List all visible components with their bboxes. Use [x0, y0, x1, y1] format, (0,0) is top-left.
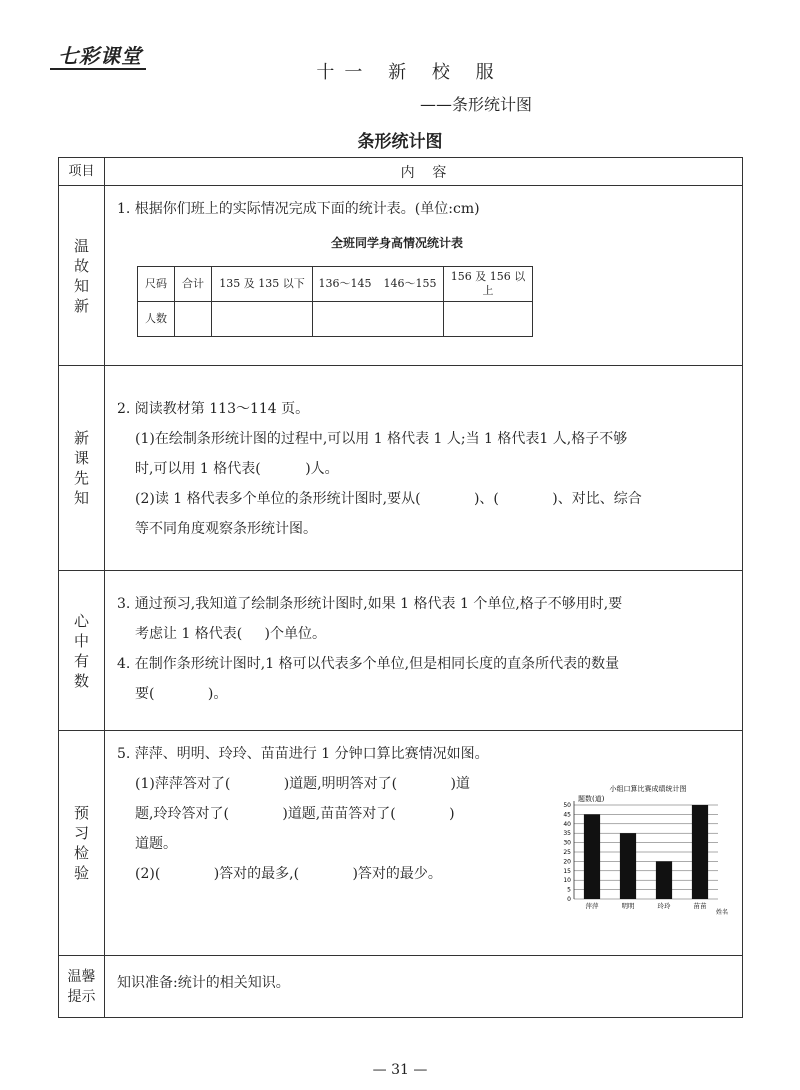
- tips-label: 温馨提示: [67, 968, 96, 1005]
- chart-bar-2: [656, 861, 672, 899]
- chart-y-tick: 25: [563, 849, 571, 856]
- mind-label-cell: [59, 571, 105, 731]
- review-label: 温故知新: [73, 236, 89, 315]
- header-item-label: 项目: [68, 163, 95, 179]
- stats-row-label: 人数: [138, 302, 175, 337]
- chart-y-tick: 0: [567, 896, 571, 903]
- chart-y-tick: 10: [563, 877, 571, 885]
- stats-blank-cell[interactable]: [175, 302, 212, 337]
- chart-y-tick: 5: [567, 886, 571, 894]
- question-4-line1: 4. 在制作条形统计图时,1 格可以代表多个单位,但是相同长度的直条所代表的数量: [117, 656, 620, 672]
- question-5-2: (2)( )答对的最多,( )答对的最少。: [135, 866, 442, 882]
- chart-y-tick: 15: [563, 867, 571, 875]
- stats-blank-cell[interactable]: [212, 302, 313, 337]
- preview-content: [105, 366, 743, 571]
- question-2: 2. 阅读教材第 113～114 页。: [117, 401, 310, 417]
- header-item-cell: [59, 158, 105, 186]
- chart-xlabel: 姓名: [716, 909, 729, 916]
- chart-y-tick: 45: [563, 811, 571, 819]
- question-4-line2: 要( )。: [135, 686, 228, 702]
- stats-table-title: 全班同学身高情况统计表: [330, 236, 463, 250]
- check-content: [105, 731, 743, 956]
- chart-ylabel: 题数(道): [578, 795, 605, 803]
- header-content-cell: 内 容: [105, 158, 743, 186]
- worksheet-table: [58, 157, 743, 1018]
- stats-header-cell: 136～145: [313, 267, 378, 302]
- chart-category-label: 萍萍: [585, 902, 599, 910]
- stats-header-cell: 尺码: [138, 267, 175, 302]
- chart-y-tick: 30: [563, 839, 571, 847]
- stats-header-cell: 146～155: [377, 267, 444, 302]
- lesson-subtitle: ——条形统计图: [420, 95, 533, 114]
- height-stats-table: [137, 266, 533, 337]
- question-2-2-line2: 等不同角度观察条形统计图。: [135, 521, 317, 537]
- bar-chart-svg: [550, 781, 730, 921]
- question-5-1-line2: 题,玲玲答对了( )道题,苗苗答对了( ): [135, 806, 455, 822]
- chart-y-tick: 20: [563, 858, 571, 866]
- chart-y-tick: 35: [563, 830, 571, 838]
- lesson-title: 十一 新 校 服: [316, 62, 504, 83]
- bar-chart: [550, 781, 730, 921]
- question-2-1-line2: 时,可以用 1 格代表( )人。: [135, 461, 339, 477]
- question-2-2-line1: (2)读 1 格代表多个单位的条形统计图时,要从( )、( )、对比、综合: [135, 491, 642, 507]
- mind-label: 心中有数: [73, 611, 89, 690]
- check-label: 预习检验: [73, 804, 89, 882]
- stats-header-cell: 135 及 135 以下: [212, 267, 313, 302]
- chart-bar-0: [584, 814, 600, 899]
- question-3-line1: 3. 通过预习,我知道了绘制条形统计图时,如果 1 格代表 1 个单位,格子不够用时,要: [117, 596, 623, 612]
- tips-content: 知识准备:统计的相关知识。: [105, 956, 743, 1018]
- brand-logo: 七彩课堂: [58, 44, 142, 68]
- check-label-cell: [59, 731, 105, 956]
- review-label-cell: [59, 186, 105, 366]
- section-title: 条形统计图: [357, 132, 443, 152]
- question-1: 1. 根据你们班上的实际情况完成下面的统计表。(单位:cm): [117, 201, 480, 217]
- preview-label-cell: [59, 366, 105, 571]
- chart-title: 小组口算比赛成绩统计图: [609, 785, 687, 793]
- chart-y-tick: 40: [563, 820, 571, 828]
- mind-content: [105, 571, 743, 731]
- question-5-1-line3: 道题。: [135, 836, 177, 852]
- stats-blank-cell[interactable]: [444, 302, 533, 337]
- question-3-line2: 考虑让 1 格代表( )个单位。: [135, 626, 326, 642]
- stats-header-cell: 156 及 156 以上: [444, 267, 533, 302]
- chart-bar-3: [692, 805, 708, 899]
- question-2-1-line1: (1)在绘制条形统计图的过程中,可以用 1 格代表 1 人;当 1 格代表1 人,格子不够: [135, 431, 628, 447]
- question-5-1-line1: (1)萍萍答对了( )道题,明明答对了( )道: [135, 776, 470, 792]
- chart-category-label: 苗苗: [693, 902, 707, 910]
- chart-bar-1: [620, 833, 636, 899]
- chart-y-tick: 50: [563, 802, 571, 809]
- preview-label: 新课先知: [73, 429, 89, 507]
- page-number: — 31 —: [372, 1062, 428, 1078]
- stats-header-cell: 合计: [175, 267, 212, 302]
- stats-blank-cell[interactable]: [313, 302, 444, 337]
- question-5: 5. 萍萍、明明、玲玲、苗苗进行 1 分钟口算比赛情况如图。: [117, 746, 489, 762]
- chart-category-label: 玲玲: [657, 902, 671, 910]
- tips-label-cell: [59, 956, 105, 1018]
- chart-category-label: 明明: [621, 902, 635, 910]
- review-content: [105, 186, 743, 366]
